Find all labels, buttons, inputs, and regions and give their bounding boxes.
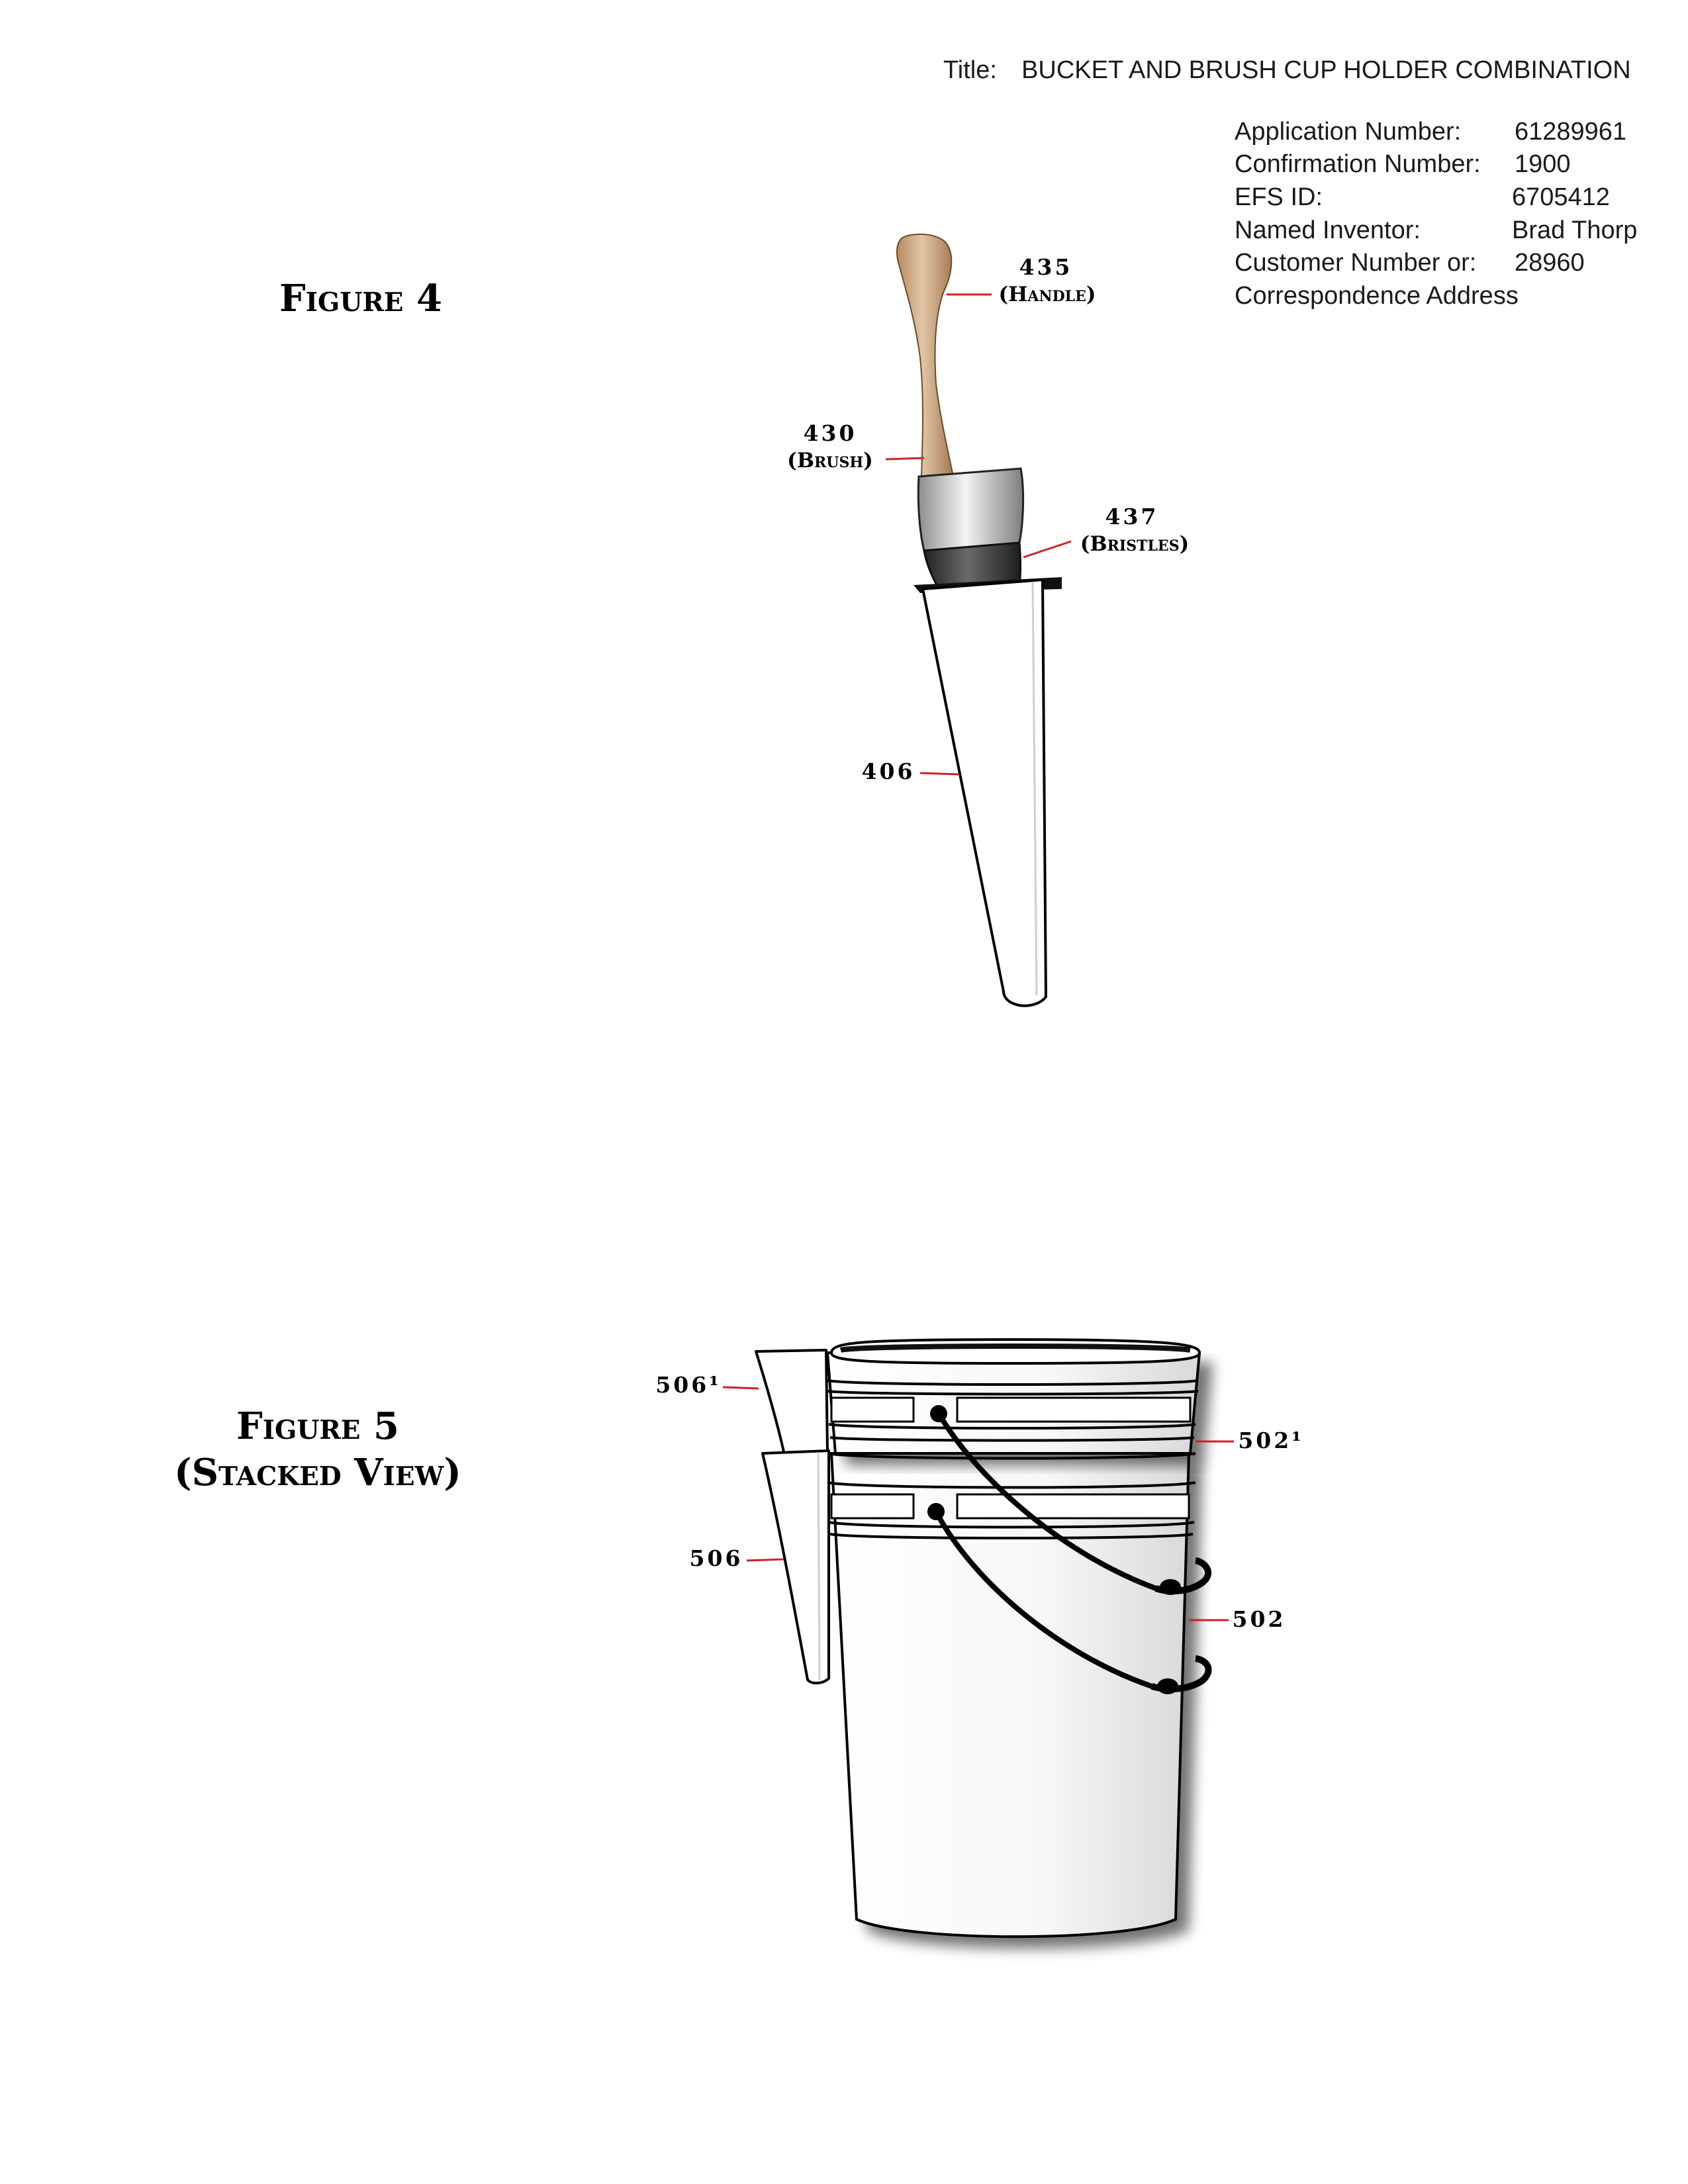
label-430-name: (Brush) xyxy=(787,449,873,473)
leader-506 xyxy=(747,1559,784,1561)
cup-506-inner-edge xyxy=(818,1453,820,1680)
field-value-application-number: 61289961 xyxy=(1515,118,1627,146)
cup-406 xyxy=(923,580,1046,1006)
brush-handle xyxy=(897,234,953,477)
label-506-1: 506¹ xyxy=(655,1372,722,1398)
title-label: Title: xyxy=(943,56,997,84)
field-value-customer-number: 28960 xyxy=(1515,249,1585,277)
leader-406 xyxy=(920,773,959,774)
field-label-correspondence-address: Correspondence Address xyxy=(1235,282,1519,310)
leader-437 xyxy=(1023,541,1071,557)
label-502-1: 502¹ xyxy=(1238,1428,1304,1453)
leader-506-1 xyxy=(723,1387,759,1388)
label-437-number: 437 xyxy=(1105,504,1159,529)
figure-5-title-line2: (Stacked View) xyxy=(174,1451,461,1494)
title-value: BUCKET AND BRUSH CUP HOLDER COMBINATION xyxy=(1021,56,1631,84)
leader-430 xyxy=(886,458,924,459)
label-window-bottom-left xyxy=(831,1494,914,1518)
field-label-named-inventor: Named Inventor: xyxy=(1235,216,1421,244)
label-437-name: (Bristles) xyxy=(1080,532,1190,556)
label-window-bottom-right xyxy=(957,1494,1189,1518)
field-value-confirmation-number: 1900 xyxy=(1515,150,1571,178)
brush-ferrule xyxy=(918,469,1023,551)
bucket-top-rim xyxy=(831,1340,1199,1363)
label-window-top-left xyxy=(831,1398,914,1422)
label-window-top-right xyxy=(957,1398,1190,1422)
figure-4-title: Figure 4 xyxy=(279,277,442,320)
handle-bottom-grip-knob xyxy=(1157,1678,1178,1694)
figure-5-title-line1: Figure 5 xyxy=(236,1404,399,1448)
field-value-efs-id: 6705412 xyxy=(1512,183,1610,211)
label-502: 502 xyxy=(1232,1606,1286,1632)
field-value-named-inventor: Brad Thorp xyxy=(1512,216,1638,244)
label-430-number: 430 xyxy=(803,420,857,446)
handle-top-grip-knob xyxy=(1160,1579,1181,1595)
label-435-name: (Handle) xyxy=(998,283,1096,306)
field-label-efs-id: EFS ID: xyxy=(1235,183,1323,211)
field-label-confirmation-number: Confirmation Number: xyxy=(1235,150,1481,178)
field-label-customer-number: Customer Number or: xyxy=(1235,249,1477,277)
figure-5-drawing xyxy=(756,1340,1209,1936)
field-label-application-number: Application Number: xyxy=(1235,118,1462,146)
figure-4-drawing xyxy=(897,234,1062,1006)
label-406-number: 406 xyxy=(861,758,915,784)
label-506: 506 xyxy=(689,1545,743,1571)
label-435-number: 435 xyxy=(1019,254,1073,280)
